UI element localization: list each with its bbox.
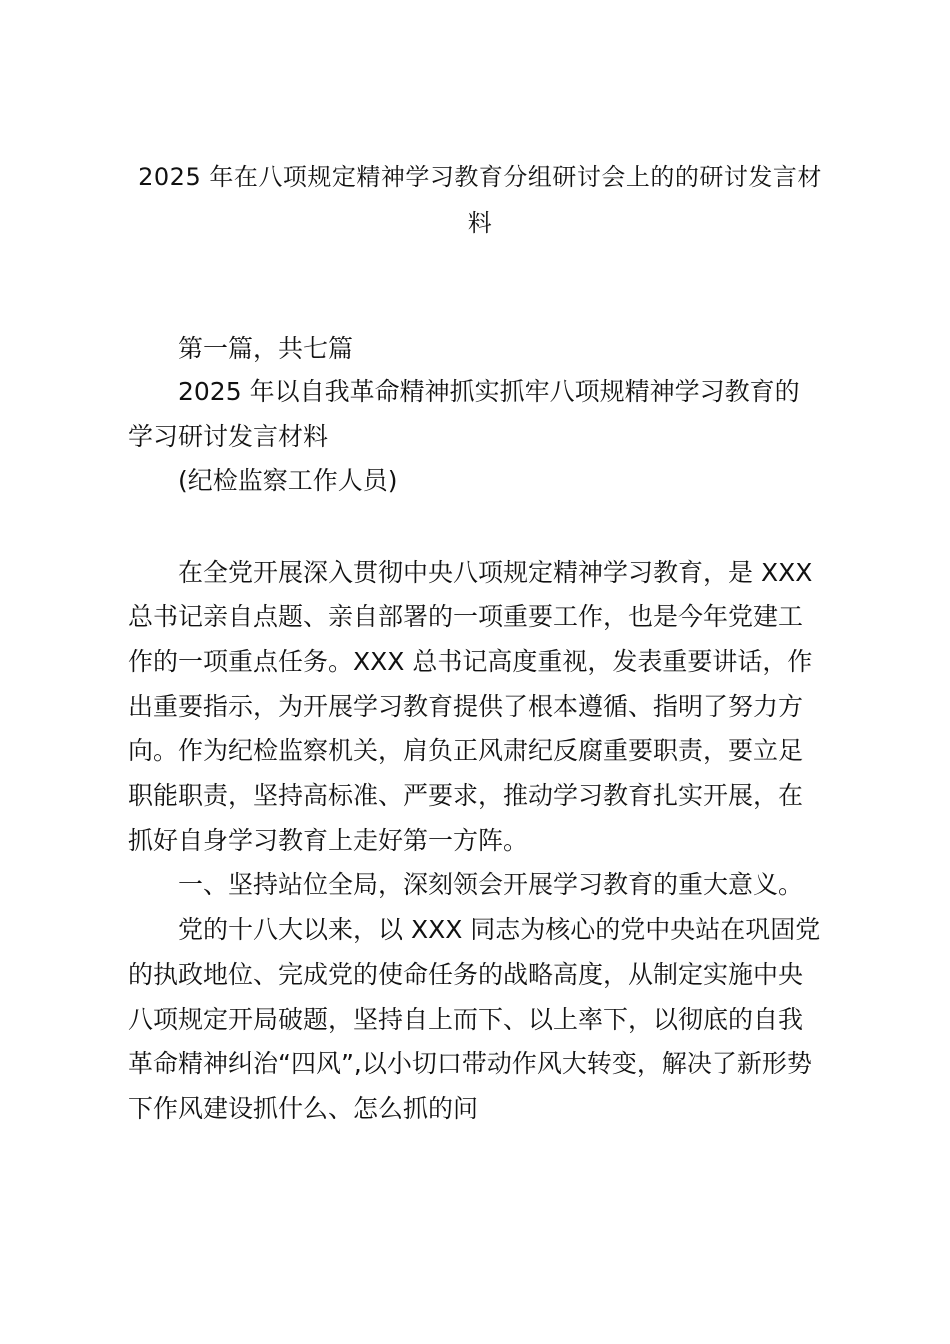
paragraph-1-line: 总书记亲自点题、亲自部署的一项重要工作，也是今年党建工 xyxy=(128,602,804,631)
paragraph-2-line: 的执政地位、完成党的使命任务的战略高度，从制定实施中央 xyxy=(128,960,804,989)
paragraph-2-line: 党的十八大以来，以 XXX 同志为核心的党中央站在巩固党 xyxy=(178,915,821,944)
paragraph-1-line: 抓好自身学习教育上走好第一方阵。 xyxy=(128,826,529,855)
paragraph-1-line: 在全党开展深入贯彻中央八项规定精神学习教育，是 XXX xyxy=(178,558,813,587)
document-title-line-2: 料 xyxy=(467,209,493,237)
paragraph-2-line: 八项规定开局破题，坚持自上而下、以上率下，以彻底的自我 xyxy=(128,1005,804,1034)
section-1-heading: 一、坚持站位全局，深刻领会开展学习教育的重大意义。 xyxy=(178,870,804,899)
article-title-line-1: 2025 年以自我革命精神抓实抓牢八项规精神学习教育的 xyxy=(178,377,800,406)
paragraph-1-line: 职能职责，坚持高标准、严要求，推动学习教育扎实开展，在 xyxy=(128,781,804,810)
article-title-line-2: 学习研讨发言材料 xyxy=(128,422,329,451)
article-index: 第一篇，共七篇 xyxy=(178,334,354,363)
author-note: (纪检监察工作人员) xyxy=(178,466,398,495)
paragraph-1-line: 出重要指示，为开展学习教育提供了根本遵循、指明了努力方 xyxy=(128,692,804,721)
document-title-line-1: 2025 年在八项规定精神学习教育分组研讨会上的的研讨发言材 xyxy=(138,163,822,191)
paragraph-2-line: 下作风建设抓什么、怎么抓的问 xyxy=(128,1094,479,1123)
document-title xyxy=(110,154,850,246)
paragraph-1-line: 向。作为纪检监察机关，肩负正风肃纪反腐重要职责，要立足 xyxy=(128,736,804,765)
paragraph-1-line: 作的一项重点任务。XXX 总书记高度重视，发表重要讲话，作 xyxy=(128,647,813,676)
paragraph-2-line: 革命精神纠治“四风”,以小切口带动作风大转变，解决了新形势 xyxy=(128,1049,812,1078)
